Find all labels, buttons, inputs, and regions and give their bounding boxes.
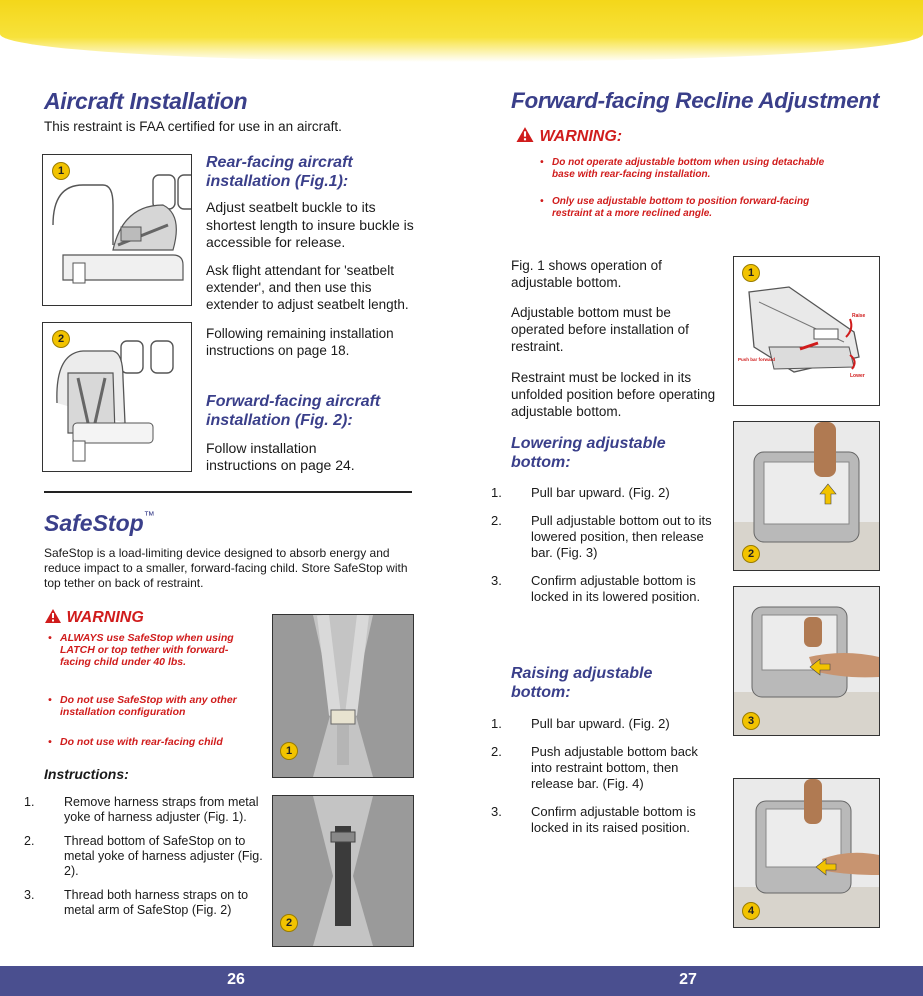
forward-facing-text: Follow installation instructions on page 24. xyxy=(206,440,355,473)
list-item: 2. Thread bottom of SafeStop on to metal yoke of harness adjuster (Fig. 2). xyxy=(24,834,263,878)
warning-text: Do not use with rear-facing child xyxy=(60,736,223,748)
safestop-fig-2-badge: 2 xyxy=(280,914,298,932)
recline-fig-4-badge: 4 xyxy=(742,902,760,920)
recline-adjustment-title: Forward-facing Recline Adjustment xyxy=(511,88,880,113)
rear-facing-heading: Rear-facing aircraft installation (Fig.1): xyxy=(206,154,353,190)
list-item: 1. Pull bar upward. (Fig. 2) xyxy=(491,716,670,731)
warning-triangle-icon xyxy=(44,608,62,624)
recline-text-2: Adjustable bottom must be operated before installation of restraint. xyxy=(511,305,689,354)
safestop-warning-2: • Do not use SafeStop with any other installation configuration xyxy=(48,694,258,718)
trademark-mark: ™ xyxy=(143,510,155,522)
warning-text: Do not use SafeStop with any other installation configuration xyxy=(60,694,237,718)
footer-bar xyxy=(0,966,923,996)
list-item: 1. Remove harness straps from metal yoke of harness adjuster (Fig. 1). xyxy=(24,795,259,824)
recline-warning-2: • Only use adjustable bottom to position forward-facing restraint at a more reclined angle. xyxy=(540,196,840,220)
page-number-right: 27 xyxy=(679,971,697,988)
warning-label: WARNING: xyxy=(539,128,623,145)
rear-facing-text-3: Following remaining installation instructions on page 18. xyxy=(206,326,394,358)
warning-text: Only use adjustable bottom to position forward-facing restraint at a more reclined angle. xyxy=(552,196,810,219)
warning-text: ALWAYS use SafeStop when using LATCH or top tether with forward-facing child under 40 lbs. xyxy=(60,632,234,668)
safestop-warning-1: • ALWAYS use SafeStop when using LATCH or top tether with forward-facing child under 40 lbs. xyxy=(48,632,258,668)
recline-text-1: Fig. 1 shows operation of adjustable bottom. xyxy=(511,258,662,290)
recline-text-3: Restraint must be locked in its unfolded position before operating adjustable bottom. xyxy=(511,370,716,419)
safestop-steps xyxy=(24,795,264,927)
raising-heading: Raising adjustable bottom: xyxy=(511,665,653,701)
instructions-heading: Instructions: xyxy=(44,766,129,782)
forward-facing-heading: Forward-facing aircraft installation (Fig. 2): xyxy=(206,393,381,429)
list-item: 3. Thread both harness straps on to metal arm of SafeStop (Fig. 2) xyxy=(24,888,249,917)
aircraft-intro: This restraint is FAA certified for use in an aircraft. xyxy=(44,119,342,134)
list-item: 2. Push adjustable bottom back into restraint bottom, then release bar. (Fig. 4) xyxy=(491,744,698,791)
list-item: 2. Pull adjustable bottom out to its lowered position, then release bar. (Fig. 3) xyxy=(491,513,712,560)
top-yellow-band xyxy=(0,0,923,62)
rear-facing-text-1: Adjust seatbelt buckle to its shortest length to insure buckle is accessible for release. xyxy=(206,199,414,250)
fig-1-badge: 1 xyxy=(52,162,70,180)
warning-text: Do not operate adjustable bottom when using detachable base with rear-facing installation. xyxy=(552,157,825,180)
recline-fig-3-badge: 3 xyxy=(742,712,760,730)
raising-steps xyxy=(491,716,716,845)
raise-label: Raise xyxy=(852,313,866,319)
push-bar-label: Push bar forward xyxy=(738,357,776,362)
page-number-left: 26 xyxy=(227,971,245,988)
warning-triangle-icon xyxy=(515,126,535,143)
recline-warning-1: • Do not operate adjustable bottom when using detachable base with rear-facing installation. xyxy=(540,157,840,181)
recline-fig-1-badge: 1 xyxy=(742,264,760,282)
safestop-title xyxy=(44,510,155,537)
safestop-fig-1-badge: 1 xyxy=(280,742,298,760)
list-item: 3. Confirm adjustable bottom is locked in its raised position. xyxy=(491,804,696,835)
lowering-steps xyxy=(491,485,716,614)
list-item: 1. Pull bar upward. (Fig. 2) xyxy=(491,485,670,500)
rear-facing-text-2: Ask flight attendant for 'seatbelt extender', and then use this extender to adjust seatbelt length. xyxy=(206,263,409,312)
lowering-heading: Lowering adjustable bottom: xyxy=(511,435,666,471)
fig-2-badge: 2 xyxy=(52,330,70,348)
lower-label: Lower xyxy=(850,373,865,379)
aircraft-installation-title: Aircraft Installation xyxy=(44,88,248,114)
safestop-description: SafeStop is a load-limiting device designed to absorb energy and reduce impact to a smaller, forward-facing child. Store SafeStop with top tether on back of restraint. xyxy=(44,546,408,590)
safestop-warning-header xyxy=(44,608,144,627)
safestop-warning-3: • Do not use with rear-facing child xyxy=(48,736,258,748)
list-item: 3. Confirm adjustable bottom is locked in its lowered position. xyxy=(491,573,701,604)
warning-label: WARNING xyxy=(66,609,144,626)
section-divider xyxy=(44,491,412,493)
recline-warning-header xyxy=(515,126,622,146)
safestop-title-text: SafeStop xyxy=(44,510,144,536)
recline-fig-2-badge: 2 xyxy=(742,545,760,563)
